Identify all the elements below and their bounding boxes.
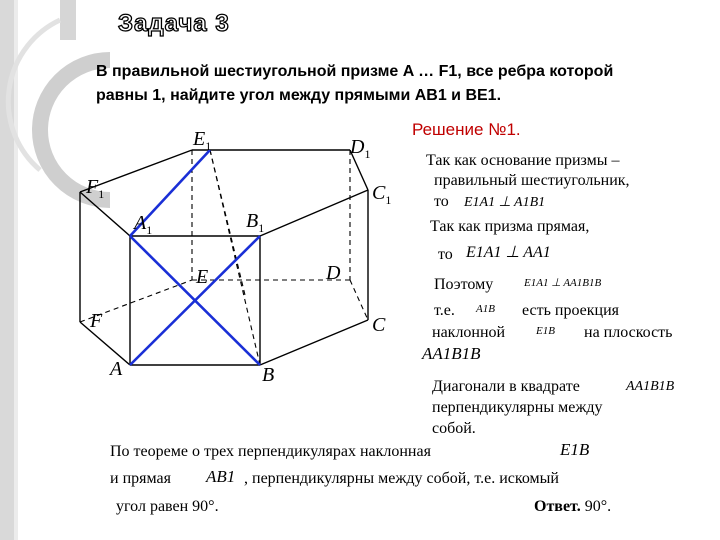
- solution-line-15: угол равен 90°.: [116, 498, 219, 515]
- vertex-label-e: E: [196, 266, 209, 288]
- vertex-label-d: D: [326, 262, 341, 284]
- vertex-label-a1: $A_1$: [134, 212, 153, 237]
- solution-line-14-tail: , перпендикулярны между собой, т.е. искомый: [244, 470, 559, 487]
- vertex-label-b: B: [262, 364, 275, 386]
- solution-line-5-word: то: [438, 246, 453, 263]
- formula-a1b: A1B: [476, 303, 495, 315]
- problem-line-2: равны 1, найдите угол между прямыми AB1 и BE1.: [96, 87, 502, 104]
- solution-line-2: правильный шестиугольник,: [434, 172, 630, 189]
- solution-line-11: перпендикулярны между: [432, 399, 603, 416]
- answer-label: Ответ.: [534, 498, 581, 515]
- vertex-label-c1: $C_1$: [372, 182, 392, 207]
- solution-line-10: Диагонали в квадрате: [432, 378, 580, 395]
- solution-line-1: Так как основание призмы –: [426, 152, 620, 169]
- formula-ab1: AB1: [206, 467, 236, 486]
- vertex-label-d1: $D_1$: [350, 136, 371, 161]
- solution-line-7-word: т.е.: [434, 302, 455, 319]
- solution-line-8-word: наклонной: [432, 324, 506, 341]
- vertex-label-b1: $B_1$: [246, 210, 265, 235]
- solution-line-13: По теореме о трех перпендикулярах наклонная: [110, 443, 431, 460]
- formula-e1b: E1B: [536, 325, 555, 337]
- solution-line-4: Так как призма прямая,: [430, 218, 590, 235]
- solution-line-6-word: Поэтому: [434, 276, 494, 293]
- solution-line-8-tail: на плоскость: [584, 324, 673, 341]
- solution-line-14-word: и прямая: [110, 470, 171, 487]
- vertex-label-f1: $F_1$: [86, 176, 105, 201]
- slide-title: Задача 3: [118, 10, 230, 37]
- formula-e1a1-perp-a1b1: E1A1 ⊥ A1B1: [464, 195, 546, 210]
- formula-e1a1-perp-plane: E1A1 ⊥ AA1B1B: [524, 277, 602, 289]
- formula-plane-aa1b1b: AA1B1B: [422, 344, 481, 363]
- formula-square-aa1b1b: AA1B1B: [626, 379, 675, 394]
- vertex-label-a: A: [110, 358, 123, 380]
- vertex-label-e1: $E_1$: [193, 128, 212, 153]
- solution-line-7-tail: есть проекция: [522, 302, 620, 319]
- formula-e1a1-perp-aa1: E1A1 ⊥ AA1: [466, 244, 551, 261]
- answer-value: 90°.: [584, 498, 612, 515]
- solution-line-3-word: то: [434, 193, 449, 210]
- problem-line-1: В правильной шестиугольной призме A … F1, все ребра которой: [96, 63, 614, 80]
- answer: [534, 498, 611, 516]
- vertex-label-f: F: [90, 310, 103, 332]
- formula-e1b-oblique: E1B: [560, 440, 590, 459]
- vertex-label-c: C: [372, 314, 386, 336]
- solution-line-12: собой.: [432, 420, 476, 437]
- solution-heading: Решение №1.: [412, 120, 521, 139]
